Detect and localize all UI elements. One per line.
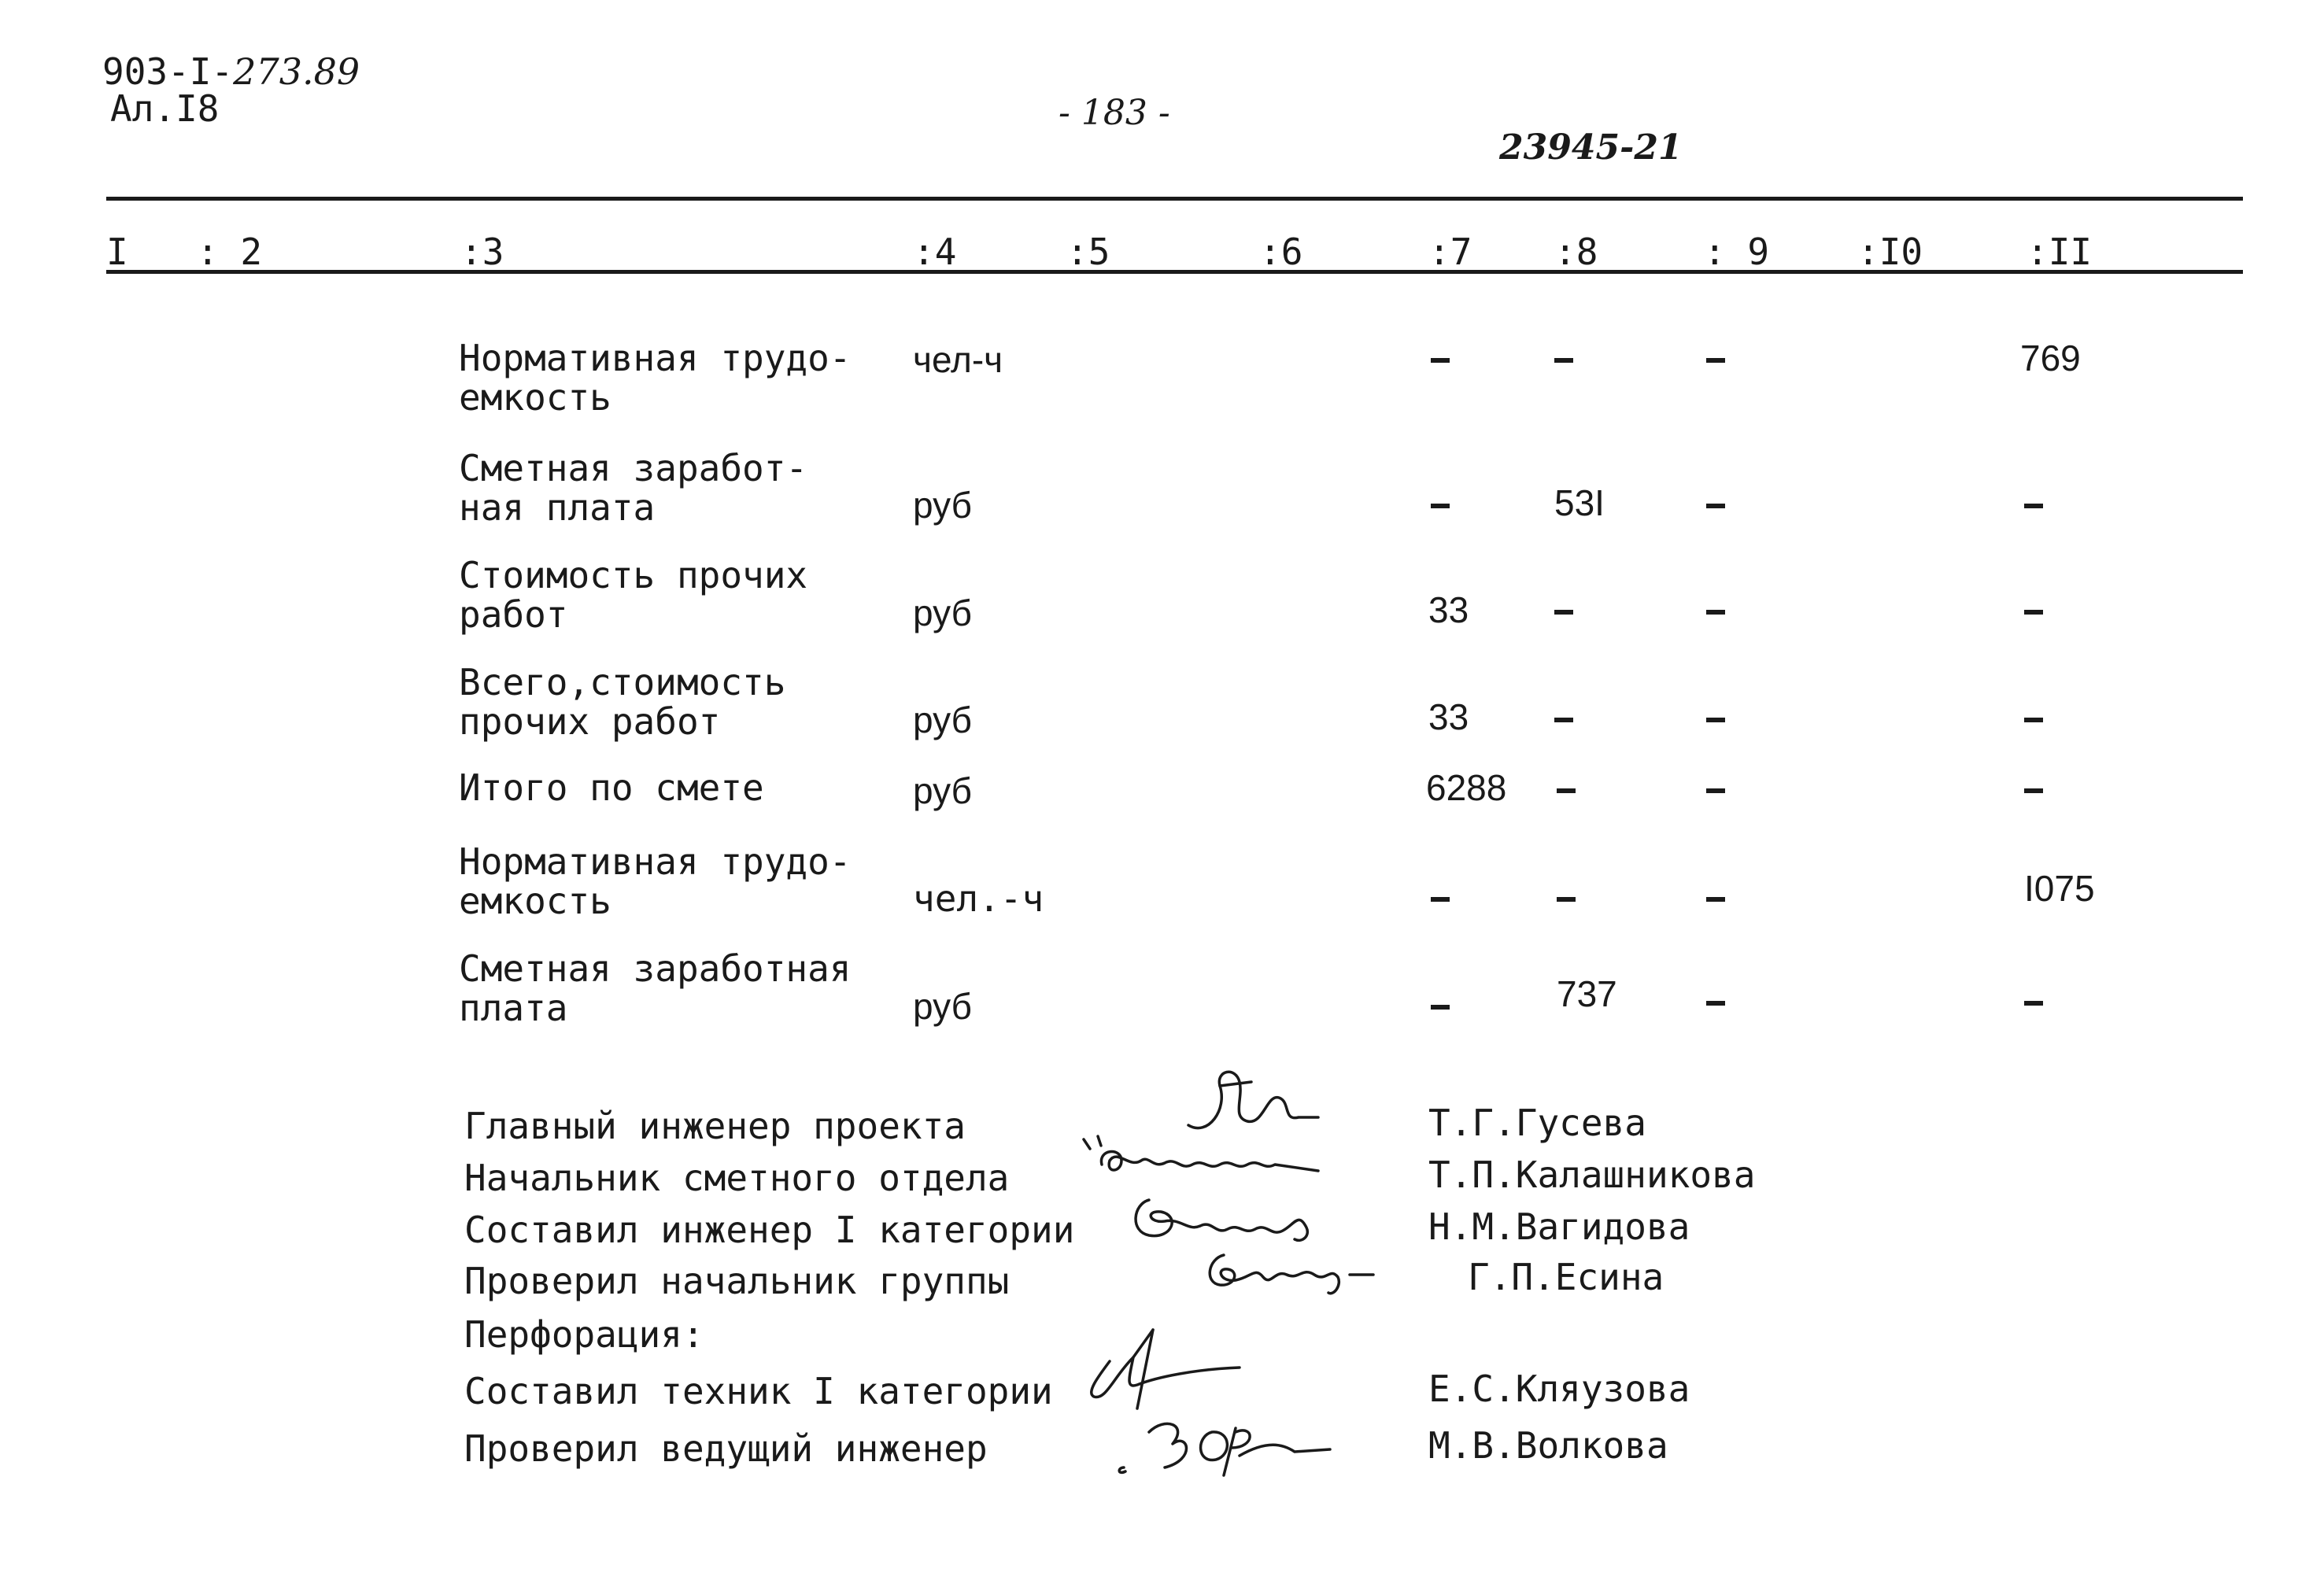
signature-role: Составил инженер I категории (464, 1209, 1075, 1251)
col-header-6: :6 (1259, 231, 1303, 273)
dash-mark (1554, 610, 1573, 615)
doc-code-handwritten: 273.89 (233, 50, 360, 93)
page-number: - 183 - (1059, 93, 1170, 133)
dash-mark (2024, 610, 2043, 615)
dash-mark (1554, 358, 1573, 363)
dash-mark (2024, 1001, 2043, 1006)
col-header-8: :8 (1554, 231, 1598, 273)
table-row-label: Итого по смете (459, 766, 764, 809)
table-row-label: Нормативная трудо- емкость (459, 840, 852, 922)
signature-name: Н.М.Вагидова (1428, 1205, 1690, 1248)
table-row-unit: руб (913, 592, 972, 633)
table-row-label: Всего,стоимость прочих работ (459, 661, 786, 743)
col-header-2: : 2 (197, 231, 263, 273)
signature-role: Составил техник I категории (464, 1370, 1053, 1412)
table-row-unit: руб (913, 485, 972, 526)
signature-name: Т.Г.Гусева (1428, 1102, 1646, 1144)
signature-name: М.В.Волкова (1428, 1424, 1668, 1467)
table-row-c8: 53I (1554, 482, 1605, 523)
dash-mark (2024, 718, 2043, 722)
dash-mark (2024, 788, 2043, 793)
dash-mark (1431, 358, 1450, 363)
dash-mark (1706, 610, 1725, 615)
dash-mark (1554, 718, 1573, 722)
table-row-c11: I075 (2024, 868, 2095, 909)
table-row-label: Нормативная трудо- емкость (459, 337, 852, 419)
table-row-c9 (1704, 985, 1716, 1028)
table-row-unit: чел.-ч (913, 877, 1044, 920)
dash-mark (1706, 718, 1725, 722)
signature-role: Главный инженер проекта (464, 1105, 966, 1147)
col-header-1: I (106, 231, 128, 273)
table-row-label: Сметная заработная плата (459, 947, 852, 1029)
table-row-label: Стоимость прочих работ (459, 554, 808, 636)
table-row-unit: чел-ч (913, 339, 1003, 380)
dash-mark (1557, 897, 1576, 902)
table-row-unit: руб (913, 986, 972, 1027)
dash-mark (1431, 1005, 1450, 1010)
col-header-4: :4 (913, 231, 957, 273)
table-row-c7: 6288 (1426, 767, 1507, 808)
handwritten-signature (1078, 1314, 1354, 1479)
doc-code-prefix: 903-I- (102, 50, 234, 93)
signature-role: Начальник сметного отдела (464, 1157, 1010, 1199)
dash-mark (2024, 504, 2043, 508)
col-header-9: : 9 (1704, 231, 1770, 273)
dash-mark (1706, 788, 1725, 793)
dash-mark (1706, 1001, 1725, 1006)
col-header-11: :II (2027, 231, 2093, 273)
handwritten-signature (1074, 1125, 1334, 1188)
doc-number: 23945-21 (1499, 127, 1683, 168)
col-header-10: :I0 (1857, 231, 1923, 273)
table-row-unit: руб (913, 770, 972, 811)
col-header-7: :7 (1428, 231, 1472, 273)
table-row-c11 (2023, 985, 2034, 1028)
dash-mark (1431, 897, 1450, 902)
dash-mark (1431, 504, 1450, 508)
top-rule (106, 197, 2243, 201)
handwritten-signature (1196, 1239, 1385, 1302)
signature-name: Т.П.Калашникова (1428, 1154, 1756, 1196)
signature-role: Проверил ведущий инженер (464, 1427, 988, 1470)
table-row-c7: 33 (1428, 696, 1469, 737)
dash-mark (1557, 788, 1576, 793)
dash-mark (1706, 897, 1725, 902)
signature-name: Г.П.Есина (1468, 1256, 1664, 1298)
col-header-5: :5 (1066, 231, 1110, 273)
table-row-c11: 769 (2020, 338, 2081, 378)
sheet-label: Ал.I8 (110, 87, 220, 130)
table-row-c8: 737 (1557, 973, 1617, 1014)
col-header-3: :3 (460, 231, 504, 273)
dash-mark (1706, 358, 1725, 363)
table-row-label: Сметная заработ- ная плата (459, 447, 808, 529)
signature-role: Перфорация: (464, 1313, 704, 1356)
doc-code (102, 50, 360, 93)
table-row-c7: 33 (1428, 589, 1469, 630)
signature-name: Е.С.Кляузова (1428, 1368, 1690, 1410)
table-row-unit: руб (913, 700, 972, 740)
signature-role: Проверил начальник группы (464, 1260, 1010, 1302)
dash-mark (1706, 504, 1725, 508)
